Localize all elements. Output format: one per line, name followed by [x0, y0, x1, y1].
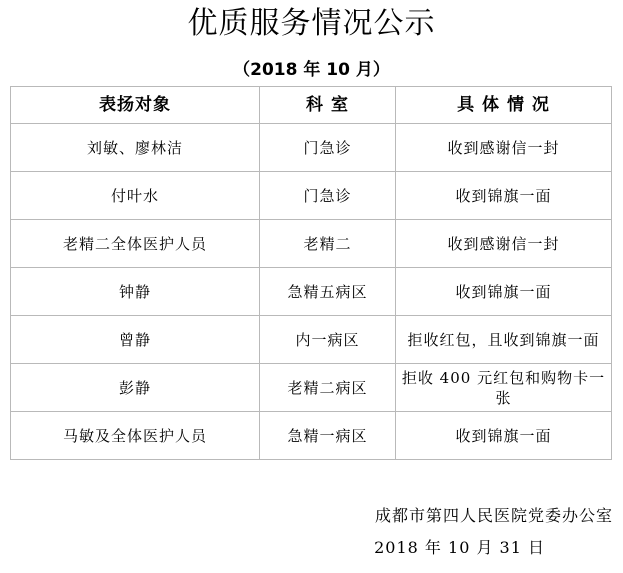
commendation-table [10, 86, 612, 460]
cell-department: 门急诊 [260, 172, 396, 220]
cell-department: 急精五病区 [260, 268, 396, 316]
table-header-row [11, 87, 612, 124]
table-row [11, 124, 612, 172]
cell-details: 收到锦旗一面 [396, 412, 612, 460]
cell-commended: 老精二全体医护人员 [11, 220, 260, 268]
cell-department: 老精二病区 [260, 364, 396, 412]
page-title: 优质服务情况公示 [187, 6, 436, 41]
cell-details: 收到锦旗一面 [396, 172, 612, 220]
issuing-organization: 成都市第四人民医院党委办公室 [374, 506, 613, 525]
table-row [11, 412, 612, 460]
cell-commended: 刘敏、廖林洁 [11, 124, 260, 172]
cell-commended: 付叶水 [11, 172, 260, 220]
column-header-commended: 表扬对象 [11, 87, 260, 124]
table-row [11, 316, 612, 364]
table-row [11, 364, 612, 412]
cell-commended: 彭静 [11, 364, 260, 412]
table-row [11, 268, 612, 316]
column-header-department: 科 室 [260, 87, 396, 124]
column-header-details: 具 体 情 况 [396, 87, 612, 124]
cell-details: 拒收 400 元红包和购物卡一张 [396, 364, 612, 412]
cell-department: 老精二 [260, 220, 396, 268]
cell-details: 收到锦旗一面 [396, 268, 612, 316]
table-row [11, 220, 612, 268]
cell-details: 拒收红包，且收到锦旗一面 [396, 316, 612, 364]
cell-commended: 曾静 [11, 316, 260, 364]
cell-commended: 钟静 [11, 268, 260, 316]
cell-details: 收到感谢信一封 [396, 124, 612, 172]
issue-date: 2018 年 10 月 31 日 [374, 538, 545, 557]
page-subtitle-date: （2018 年 10 月） [233, 60, 390, 80]
table-row [11, 172, 612, 220]
cell-details: 收到感谢信一封 [396, 220, 612, 268]
cell-department: 内一病区 [260, 316, 396, 364]
cell-department: 门急诊 [260, 124, 396, 172]
cell-commended: 马敏及全体医护人员 [11, 412, 260, 460]
cell-department: 急精一病区 [260, 412, 396, 460]
